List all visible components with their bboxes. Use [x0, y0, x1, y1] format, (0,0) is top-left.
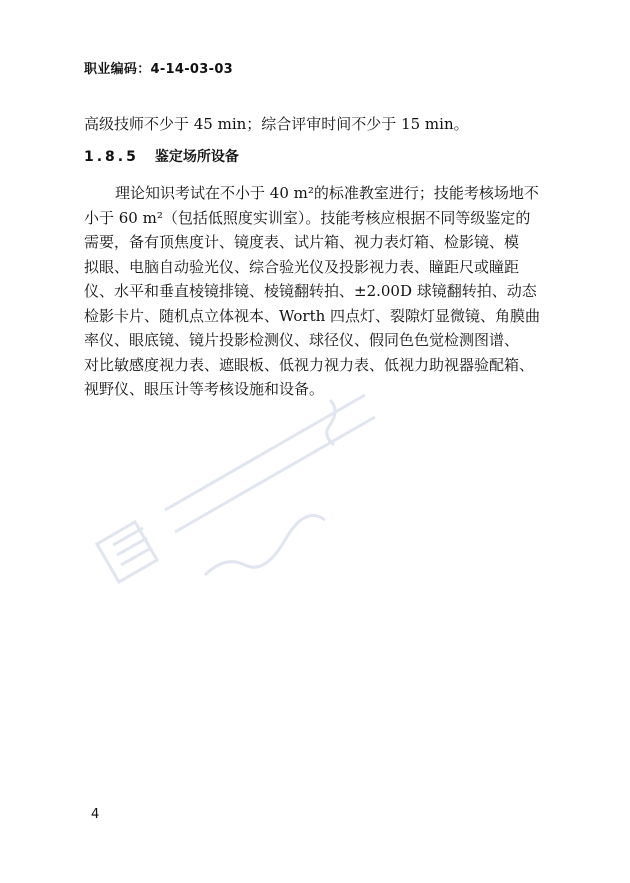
text-line: 需要，备有顶焦度计、镜度表、试片箱、视力表灯箱、检影镜、模: [84, 233, 520, 251]
text-line: 对比敏感度视力表、遮眼板、低视力视力表、低视力助视器验配箱、: [84, 355, 535, 374]
occupation-code: 职业编码：4-14-03-03: [84, 62, 234, 77]
page-number: 4: [91, 807, 100, 822]
text-line: 视野仪、眼压计等考核设施和设备。: [84, 380, 325, 398]
section-number: 1.8.5: [84, 149, 139, 165]
body-paragraph: [84, 181, 554, 402]
text-line: 检影卡片、随机点立体视本、Worth 四点灯、裂隙灯显微镜、角膜曲: [84, 306, 541, 325]
section-heading: [84, 146, 239, 166]
text-line: 小于 60 m²（包括低照度实训室）。技能考核应根据不同等级鉴定的: [84, 208, 531, 227]
section-title: 鉴定场所设备: [154, 149, 239, 165]
text-line: 仪、水平和垂直棱镜排镜、棱镜翻转拍、±2.00D 球镜翻转拍、动态: [84, 282, 537, 300]
text-line: 高级技师不少于 45 min；综合评审时间不少于 15 min。: [84, 115, 469, 133]
text-line: 理论知识考试在不小于 40 m²的标准教室进行；技能考核场地不: [115, 184, 539, 202]
text-line: 拟眼、电脑自动验光仪、综合验光仪及投影视力表、瞳距尺或瞳距: [84, 257, 520, 276]
continuation-text: [84, 112, 554, 137]
text-line: 率仪、眼底镜、镜片投影检测仪、球径仪、假同色色觉检测图谱、: [84, 331, 520, 349]
